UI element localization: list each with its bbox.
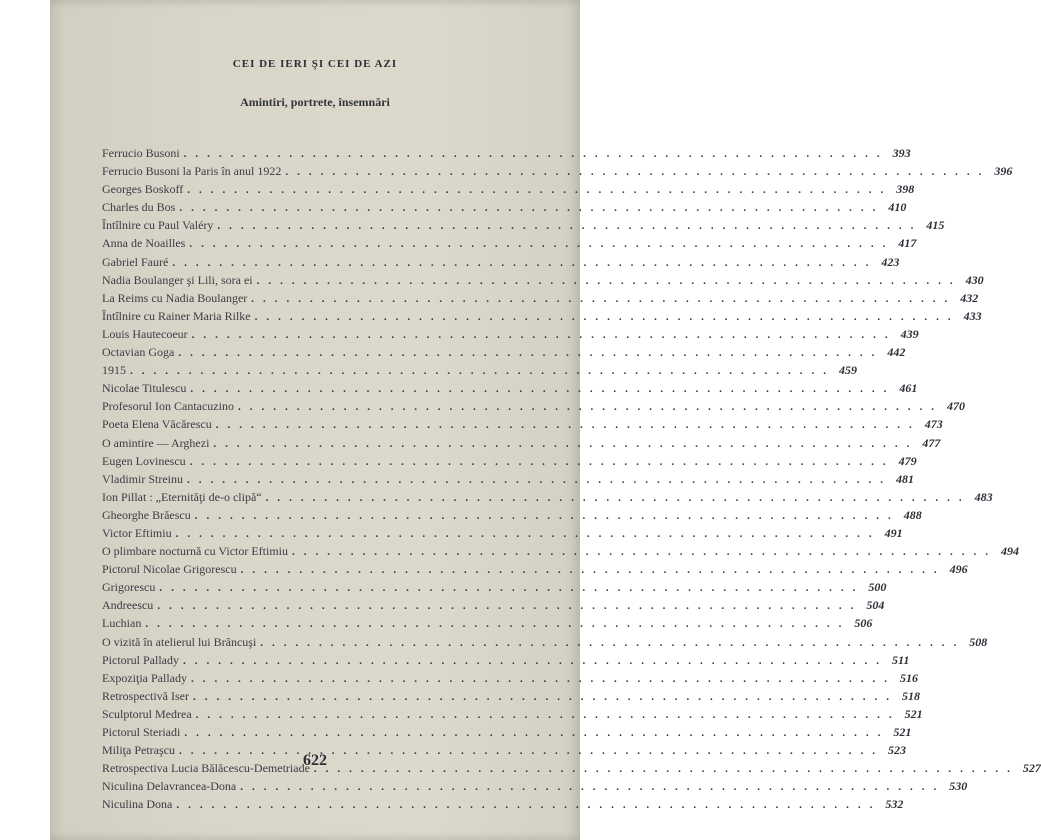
toc-entry xyxy=(102,417,943,435)
toc-entry-title: O vizită în atelierul lui Brâncuşi xyxy=(102,634,257,649)
toc-entry-page: 479 xyxy=(898,453,917,468)
toc-entry xyxy=(102,200,907,218)
toc-entry-title: Eugen Lovinescu xyxy=(102,453,186,468)
dot-leader: ............................................................ xyxy=(192,690,898,703)
toc-entry-page: 527 xyxy=(1022,761,1041,776)
toc-entry xyxy=(102,616,873,634)
toc-entry xyxy=(102,580,887,598)
toc-entry xyxy=(102,706,923,725)
toc-entry xyxy=(102,218,945,236)
toc-entry xyxy=(102,489,993,508)
toc-entry-title: Grigorescu xyxy=(102,580,156,595)
toc-entry xyxy=(102,381,918,399)
toc-entry-title: Întîlnire cu Rainer Maria Rilke xyxy=(102,308,251,323)
toc-entry xyxy=(102,598,885,616)
toc-entry xyxy=(102,779,968,797)
toc-entry-title: Ferrucio Busoni la Paris în anul 1922 xyxy=(102,164,282,179)
toc-entry xyxy=(102,471,914,490)
toc-entry xyxy=(102,544,1020,562)
toc-entry-page: 523 xyxy=(887,743,906,758)
toc-entry xyxy=(102,399,965,417)
toc-entry xyxy=(102,507,922,526)
dot-leader: ............................................................ xyxy=(176,799,882,812)
dot-leader: ............................................................ xyxy=(195,708,901,721)
toc-entry-title: Întîlnire cu Paul Valéry xyxy=(102,218,214,233)
toc-entry xyxy=(102,562,968,580)
dot-leader: ............................................................ xyxy=(254,310,960,323)
toc-entry-title: Pictorul Steriadi xyxy=(102,725,181,739)
toc-entry-title: Ion Pillat : „Eternităţi de-o clipă“ xyxy=(102,489,262,504)
toc-entry xyxy=(102,363,857,381)
toc-entry-title: Georges Boskoff xyxy=(102,182,184,197)
toc-entry-title: Niculina Dona xyxy=(102,797,173,812)
toc-entry-page: 396 xyxy=(994,164,1013,179)
toc-entry xyxy=(102,670,918,689)
toc-entry xyxy=(102,326,919,345)
dot-leader: ............................................................ xyxy=(213,437,919,450)
page-number: 622 xyxy=(303,752,327,769)
toc-entry-page: 461 xyxy=(899,381,918,396)
toc-entry xyxy=(102,164,1013,182)
toc-entry-title: Retrospectiva Lucia Bălăcescu-Demetriade xyxy=(102,761,310,776)
toc-entry-page: 417 xyxy=(898,236,917,251)
dot-leader: ............................................................ xyxy=(187,184,893,197)
dot-leader: ............................................................ xyxy=(292,546,998,559)
toc-entry-title: Poeta Elena Văcărescu xyxy=(102,417,212,432)
toc-entry-page: 473 xyxy=(924,417,943,432)
toc-entry xyxy=(102,272,984,291)
dot-leader: ............................................................ xyxy=(159,582,865,595)
toc-entry xyxy=(102,182,915,200)
toc-entry-page: 430 xyxy=(965,272,984,287)
toc-entry-title: O amintire — Arghezi xyxy=(102,435,210,450)
dot-leader: ............................................................ xyxy=(240,564,946,577)
toc-entry xyxy=(102,797,904,815)
toc-entry-page: 530 xyxy=(949,779,968,794)
dot-leader: ............................................................ xyxy=(215,419,921,432)
toc-entry-title: Vladimir Streinu xyxy=(102,471,183,486)
toc-entry-page: 491 xyxy=(884,525,903,540)
toc-entry xyxy=(102,453,917,472)
toc-entry xyxy=(102,345,906,363)
toc-entry xyxy=(102,634,988,653)
toc-entry xyxy=(102,725,912,743)
toc-entry-page: 506 xyxy=(854,616,873,631)
toc-entry-page: 393 xyxy=(892,146,911,160)
toc-entry xyxy=(102,308,982,327)
dot-leader: ............................................................ xyxy=(191,328,897,341)
dot-leader: ............................................................ xyxy=(265,491,971,504)
toc-entry-title: Octavian Goga xyxy=(102,345,175,360)
dot-leader: ............................................................ xyxy=(189,238,895,251)
toc-entry-title: O plimbare nocturnă cu Victor Eftimiu xyxy=(102,544,289,559)
toc-entry-title: Nadia Boulanger şi Lili, sora ei xyxy=(102,272,253,287)
toc-entry-page: 477 xyxy=(922,435,941,450)
toc-entry-page: 518 xyxy=(901,688,920,703)
toc-entry-page: 511 xyxy=(892,652,910,667)
toc-entry-page: 470 xyxy=(946,399,965,414)
toc-entry-title: Louis Hautecoeur xyxy=(102,326,188,341)
dot-leader: ............................................................ xyxy=(178,745,884,758)
toc-entry-title: Charles du Bos xyxy=(102,200,176,215)
dot-leader: ............................................................ xyxy=(189,455,895,468)
book-page xyxy=(50,0,1041,840)
toc-entry-page: 439 xyxy=(900,326,919,341)
toc-entry-page: 433 xyxy=(963,308,982,323)
section-heading: CEI DE IERI ŞI CEI DE AZI xyxy=(232,58,398,70)
toc-entry xyxy=(102,435,941,454)
dot-leader: ............................................................ xyxy=(178,347,884,360)
toc-entry-page: 508 xyxy=(969,634,988,649)
toc-entry-page: 442 xyxy=(887,345,906,360)
toc-entry-title: Sculptorul Medrea xyxy=(102,706,192,721)
toc-entry-title: Luchian xyxy=(102,616,142,631)
dot-leader: ............................................................ xyxy=(172,256,878,269)
toc-entry xyxy=(102,688,920,707)
toc-entry-page: 504 xyxy=(866,598,885,613)
toc-entry-title: Miliţa Petraşcu xyxy=(102,743,175,758)
toc-entry-title: Victor Eftimiu xyxy=(102,525,172,540)
toc-entry-page: 494 xyxy=(1001,544,1020,559)
toc-entry-title: 1915 xyxy=(102,363,126,378)
toc-entry-title: Gabriel Fauré xyxy=(102,254,169,269)
dot-leader: ............................................................ xyxy=(183,148,889,160)
dot-leader: ............................................................ xyxy=(187,473,892,486)
dot-leader: ............................................................ xyxy=(313,763,1019,776)
toc-entry xyxy=(102,146,911,164)
toc-entry-title: Pictorul Pallady xyxy=(102,652,179,667)
toc-entry-page: 483 xyxy=(974,489,993,504)
dot-leader: ............................................................ xyxy=(184,727,890,739)
toc-entry-page: 459 xyxy=(839,363,857,378)
dot-leader: ............................................................ xyxy=(285,166,991,179)
table-of-contents xyxy=(102,146,1041,815)
toc-entry-page: 521 xyxy=(893,725,912,739)
dot-leader: ............................................................ xyxy=(217,220,923,233)
toc-entry-title: Retrospectivă Iser xyxy=(102,688,189,703)
toc-entry-page: 410 xyxy=(888,200,907,215)
toc-entry-page: 423 xyxy=(881,254,900,269)
dot-leader: ............................................................ xyxy=(190,672,896,685)
toc-entry xyxy=(102,290,979,309)
toc-entry-page: 488 xyxy=(903,507,922,522)
toc-entry-page: 496 xyxy=(949,562,968,577)
toc-entry xyxy=(102,525,903,544)
toc-entry-title: Niculina Delavrancea-Dona xyxy=(102,779,237,794)
toc-entry xyxy=(102,236,917,254)
toc-entry-page: 532 xyxy=(885,797,904,812)
toc-entry-page: 432 xyxy=(960,290,979,305)
toc-entry-title: Profesorul Ion Cantacuzino xyxy=(102,399,234,414)
toc-entry-title: La Reims cu Nadia Boulanger xyxy=(102,290,248,305)
toc-entry-page: 398 xyxy=(896,182,915,197)
dot-leader: ............................................................ xyxy=(237,401,943,414)
toc-entry-title: Gheorghe Brăescu xyxy=(102,507,191,522)
dot-leader: ............................................................ xyxy=(179,202,885,215)
dot-leader: ............................................................ xyxy=(183,654,888,667)
toc-entry-title: Ferrucio Busoni xyxy=(102,146,180,160)
toc-entry-page: 500 xyxy=(868,580,887,595)
toc-entry-title: Nicolae Titulescu xyxy=(102,381,187,396)
toc-entry xyxy=(102,652,910,671)
toc-entry-title: Anna de Noailles xyxy=(102,236,186,251)
toc-entry-page: 415 xyxy=(926,218,945,233)
section-subheading: Amintiri, portrete, însemnări xyxy=(240,95,390,109)
toc-entry-page: 516 xyxy=(899,670,918,685)
toc-entry-page: 521 xyxy=(904,706,923,721)
dot-leader: ............................................................ xyxy=(130,365,835,378)
dot-leader: ............................................................ xyxy=(256,274,962,287)
dot-leader: ............................................................ xyxy=(251,292,957,305)
toc-entry-title: Pictorul Nicolae Grigorescu xyxy=(102,562,237,577)
dot-leader: ............................................................ xyxy=(145,618,851,631)
dot-leader: ............................................................ xyxy=(240,781,946,794)
dot-leader: ............................................................ xyxy=(175,527,881,540)
dot-leader: ............................................................ xyxy=(260,636,966,649)
dot-leader: ............................................................ xyxy=(190,383,896,396)
toc-entry xyxy=(102,254,900,273)
toc-entry-page: 481 xyxy=(896,471,914,486)
dot-leader: ............................................................ xyxy=(157,600,863,613)
toc-entry-title: Andreescu xyxy=(102,598,154,613)
toc-entry-title: Expoziţia Pallady xyxy=(102,670,187,685)
dot-leader: ............................................................ xyxy=(194,509,900,522)
